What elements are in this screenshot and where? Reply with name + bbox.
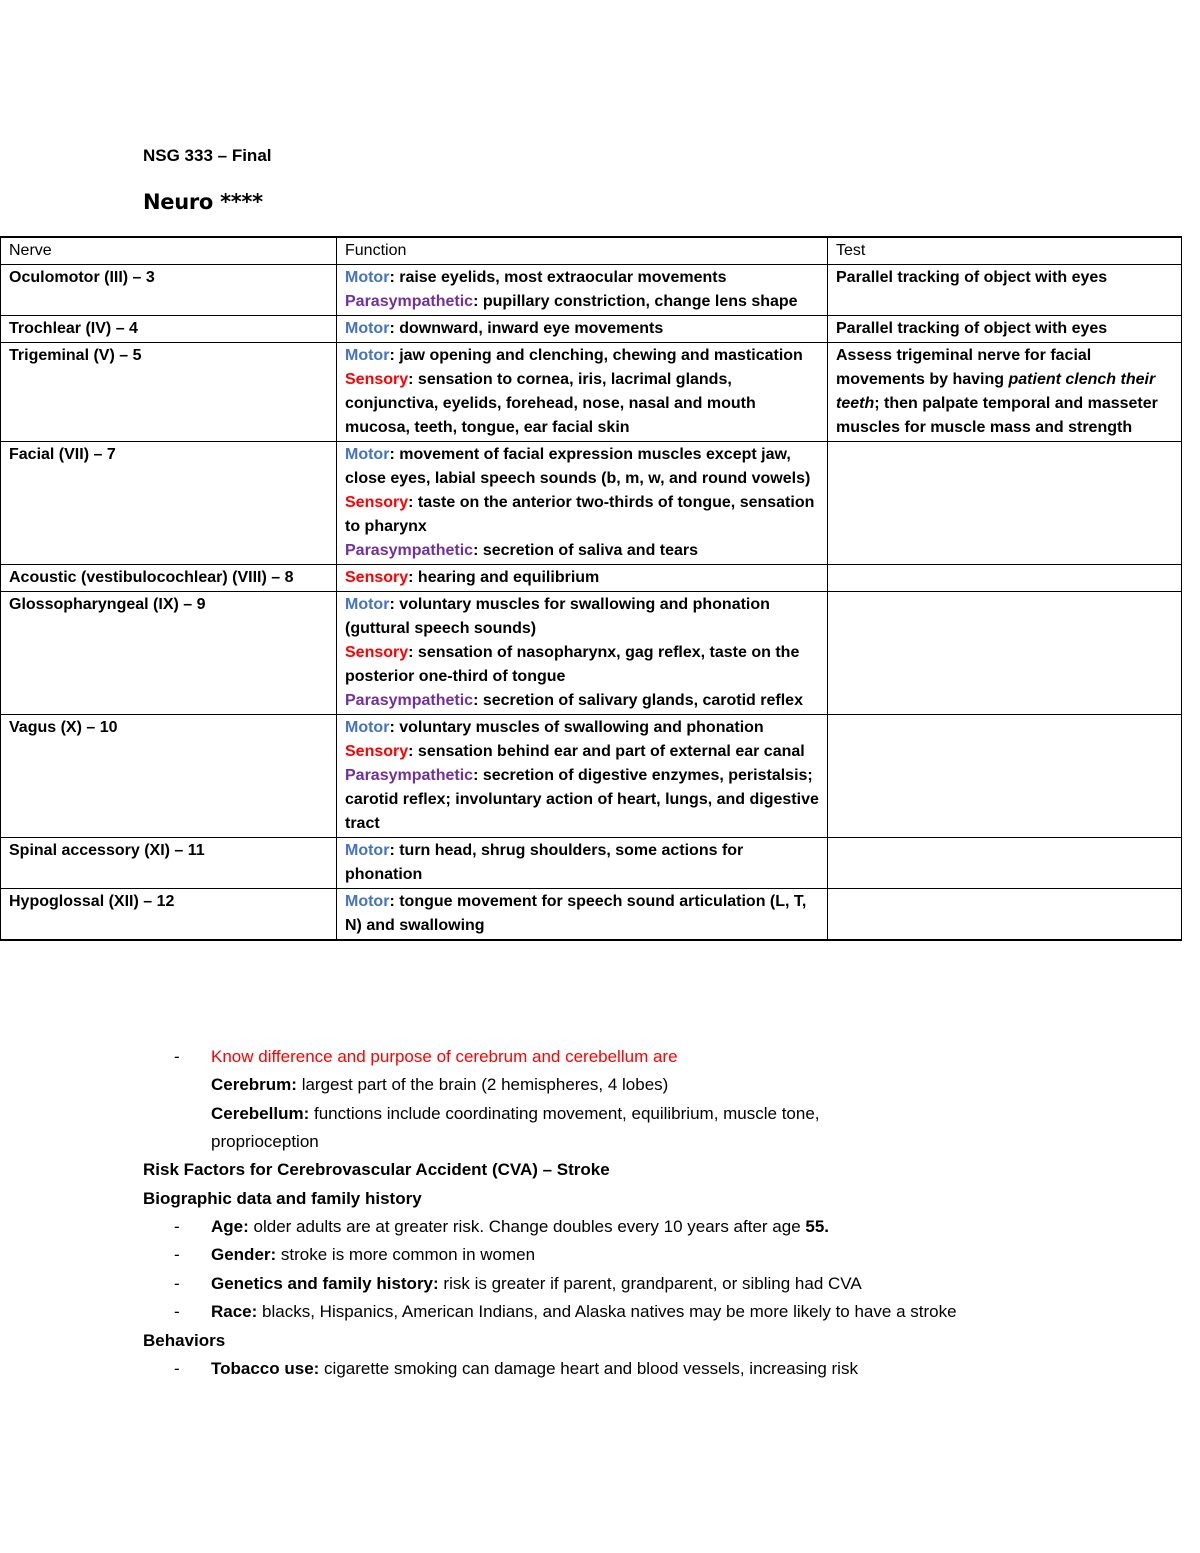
- nerve-cell: Spinal accessory (XI) – 11: [1, 838, 337, 889]
- function-type-label: Motor: [345, 596, 390, 613]
- function-description: : sensation of nasopharynx, gag reflex, taste on the posterior one-third of tongue: [345, 644, 800, 685]
- function-entry-sens: [345, 641, 819, 689]
- test-cell: Parallel tracking of object with eyes: [828, 265, 1182, 316]
- function-entry-motor: [345, 344, 819, 368]
- table-row: [1, 889, 1182, 941]
- genetics-text: risk is greater if parent, grandparent, or sibling had CVA: [438, 1274, 862, 1293]
- nerve-cell: Oculomotor (III) – 3: [1, 265, 337, 316]
- race-text: blacks, Hispanics, American Indians, and Alaska natives may be more likely to have a stroke: [257, 1302, 957, 1321]
- risk-factors-heading: Risk Factors for Cerebrovascular Accident (CVA) – Stroke: [143, 1160, 610, 1179]
- test-cell: [828, 565, 1182, 592]
- function-description: : tongue movement for speech sound articulation (L, T, N) and swallowing: [345, 893, 807, 934]
- nerve-cell: Glossopharyngeal (IX) – 9: [1, 592, 337, 715]
- function-cell: [337, 316, 828, 343]
- function-entry-motor: [345, 593, 819, 641]
- tobacco-label: Tobacco use:: [211, 1359, 320, 1378]
- tobacco-line: [211, 1355, 858, 1383]
- know-difference-note: Know difference and purpose of cerebrum and cerebellum are: [211, 1047, 678, 1066]
- nerve-cell: Facial (VII) – 7: [1, 442, 337, 565]
- function-type-label: Motor: [345, 893, 390, 910]
- function-description: : secretion of saliva and tears: [473, 542, 699, 559]
- biographic-heading: Biographic data and family history: [143, 1189, 422, 1208]
- age-label: Age:: [211, 1217, 249, 1236]
- function-type-label: Motor: [345, 446, 390, 463]
- course-title: NSG 333 – Final: [143, 146, 272, 165]
- function-type-label: Motor: [345, 347, 390, 364]
- function-type-label: Parasympathetic: [345, 767, 474, 784]
- function-entry-para: [345, 539, 819, 563]
- function-description: : jaw opening and clenching, chewing and mastication: [389, 347, 803, 364]
- function-entry-para: [345, 764, 819, 836]
- function-type-label: Parasympathetic: [345, 542, 474, 559]
- cerebrum-text: largest part of the brain (2 hemispheres, 4 lobes): [296, 1075, 669, 1094]
- header-test: Test: [828, 237, 1182, 265]
- function-cell: [337, 265, 828, 316]
- section-heading: Neuro ****: [143, 190, 263, 214]
- cerebellum-line: [211, 1100, 820, 1128]
- gender-line: [211, 1241, 535, 1269]
- nerve-cell: Trochlear (IV) – 4: [1, 316, 337, 343]
- function-type-label: Motor: [345, 269, 390, 286]
- function-type-label: Motor: [345, 719, 390, 736]
- table-row: [1, 442, 1182, 565]
- function-entry-motor: [345, 839, 819, 887]
- test-text-before: Assess trigeminal nerve for facial movements by having: [836, 347, 1092, 388]
- function-cell: [337, 715, 828, 838]
- behaviors-heading: Behaviors: [143, 1331, 226, 1350]
- function-type-label: Motor: [345, 842, 390, 859]
- function-entry-motor: [345, 890, 819, 938]
- function-entry-sens: [345, 368, 819, 440]
- bullet-dash: -: [174, 1217, 180, 1236]
- age-line: [211, 1213, 829, 1241]
- function-type-label: Sensory: [345, 494, 409, 511]
- function-type-label: Motor: [345, 320, 390, 337]
- function-type-label: Sensory: [345, 644, 409, 661]
- table-row: [1, 715, 1182, 838]
- table-row: [1, 343, 1182, 442]
- function-entry-sens: [345, 740, 819, 764]
- function-entry-para: [345, 290, 819, 314]
- race-line: [211, 1298, 957, 1326]
- function-description: : raise eyelids, most extraocular movements: [389, 269, 727, 286]
- test-text-after: ; then palpate temporal and masseter muscles for muscle mass and strength: [836, 395, 1158, 436]
- header-function: Function: [337, 237, 828, 265]
- function-cell: [337, 889, 828, 941]
- gender-label: Gender:: [211, 1245, 277, 1264]
- genetics-line: [211, 1270, 862, 1298]
- function-type-label: Parasympathetic: [345, 293, 474, 310]
- test-cell: [828, 715, 1182, 838]
- function-description: : secretion of digestive enzymes, peristalsis; carotid reflex; involuntary action of heart, lungs, and digestive tract: [345, 767, 819, 832]
- genetics-label: Genetics and family history:: [211, 1274, 439, 1293]
- function-entry-motor: [345, 716, 819, 740]
- function-description: : downward, inward eye movements: [389, 320, 664, 337]
- function-type-label: Parasympathetic: [345, 692, 474, 709]
- nerve-cell: Vagus (X) – 10: [1, 715, 337, 838]
- table-row: [1, 565, 1182, 592]
- function-cell: [337, 442, 828, 565]
- function-entry-motor: [345, 317, 819, 341]
- function-type-label: Sensory: [345, 371, 409, 388]
- function-description: : voluntary muscles for swallowing and phonation (guttural speech sounds): [345, 596, 770, 637]
- table-row: [1, 316, 1182, 343]
- test-cell: [828, 592, 1182, 715]
- nerve-cell: Trigeminal (V) – 5: [1, 343, 337, 442]
- gender-text: stroke is more common in women: [276, 1245, 536, 1264]
- table-row: [1, 838, 1182, 889]
- function-entry-sens: [345, 566, 819, 590]
- tobacco-text: cigarette smoking can damage heart and blood vessels, increasing risk: [319, 1359, 858, 1378]
- bullet-dash: -: [174, 1047, 180, 1066]
- test-cell: [828, 838, 1182, 889]
- bullet-dash: -: [174, 1245, 180, 1264]
- header-nerve: Nerve: [1, 237, 337, 265]
- table-header-row: [1, 237, 1182, 265]
- function-description: : taste on the anterior two-thirds of tongue, sensation to pharynx: [345, 494, 815, 535]
- test-cell: [828, 889, 1182, 941]
- function-description: : sensation behind ear and part of external ear canal: [408, 743, 805, 760]
- cerebellum-label: Cerebellum:: [211, 1104, 310, 1123]
- function-description: : voluntary muscles of swallowing and phonation: [389, 719, 764, 736]
- test-cell: [828, 442, 1182, 565]
- function-cell: [337, 838, 828, 889]
- function-type-label: Sensory: [345, 743, 409, 760]
- function-description: : secretion of salivary glands, carotid reflex: [473, 692, 803, 709]
- function-description: : hearing and equilibrium: [408, 569, 600, 586]
- table-row: [1, 592, 1182, 715]
- function-entry-para: [345, 689, 819, 713]
- cranial-nerves-table: [0, 236, 1182, 941]
- cerebrum-label: Cerebrum:: [211, 1075, 297, 1094]
- function-entry-motor: [345, 443, 819, 491]
- function-description: : pupillary constriction, change lens shape: [473, 293, 798, 310]
- cerebrum-line: [211, 1071, 668, 1099]
- bullet-dash: -: [174, 1274, 180, 1293]
- function-description: : turn head, shrug shoulders, some actions for phonation: [345, 842, 744, 883]
- cerebellum-text: functions include coordinating movement, equilibrium, muscle tone,: [309, 1104, 820, 1123]
- table-row: [1, 265, 1182, 316]
- cerebellum-text-cont: proprioception: [211, 1132, 319, 1151]
- function-description: : movement of facial expression muscles except jaw, close eyes, labial speech sounds (b, m, w, and round vowels): [345, 446, 811, 487]
- bullet-dash: -: [174, 1359, 180, 1378]
- race-label: Race:: [211, 1302, 258, 1321]
- age-text: older adults are at greater risk. Change doubles every 10 years after age: [248, 1217, 806, 1236]
- function-cell: [337, 592, 828, 715]
- test-text-italic: patient clench their teeth: [836, 371, 1156, 412]
- test-cell: Parallel tracking of object with eyes: [828, 316, 1182, 343]
- bullet-dash: -: [174, 1302, 180, 1321]
- function-description: : sensation to cornea, iris, lacrimal glands, conjunctiva, eyelids, forehead, nose, nasal and mouth mucosa, teeth, tongue, ear facial skin: [345, 371, 756, 436]
- function-type-label: Sensory: [345, 569, 409, 586]
- function-cell: [337, 343, 828, 442]
- nerve-cell: Hypoglossal (XII) – 12: [1, 889, 337, 941]
- test-cell: [828, 343, 1182, 442]
- function-entry-sens: [345, 491, 819, 539]
- age-value: 55.: [805, 1217, 830, 1236]
- function-cell: [337, 565, 828, 592]
- function-entry-motor: [345, 266, 819, 290]
- nerve-cell: Acoustic (vestibulocochlear) (VIII) – 8: [1, 565, 337, 592]
